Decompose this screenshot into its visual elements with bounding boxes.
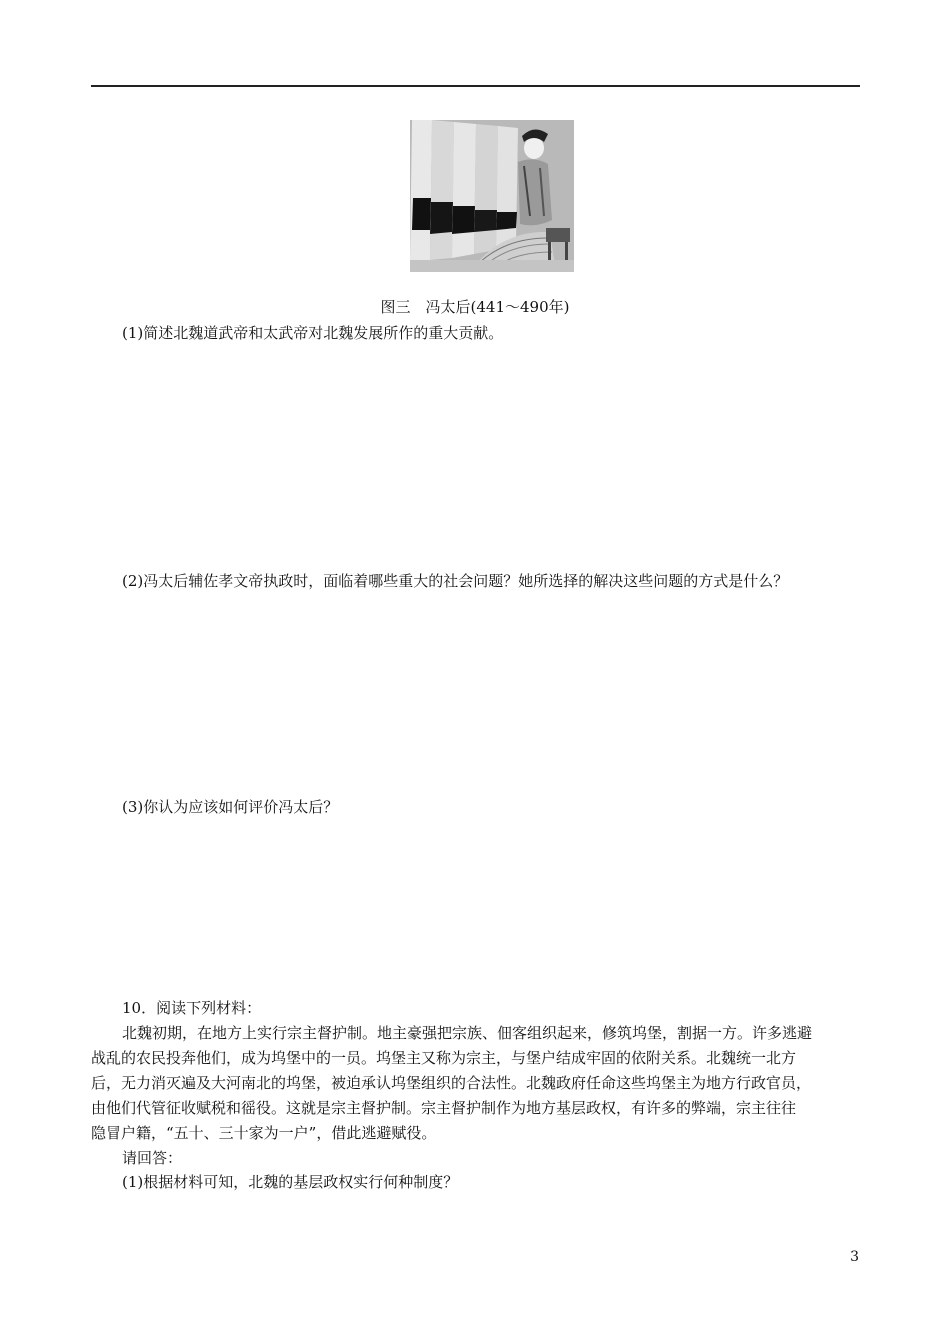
material-line-2: 战乱的农民投奔他们，成为坞堡中的一员。坞堡主又称为宗主，与堡户结成牢固的依附关系。北魏统一北方 [91, 1049, 797, 1067]
empress-feng-portrait-image [410, 120, 574, 272]
question-2: (2)冯太后辅佐孝文帝执政时，面临着哪些重大的社会问题？她所选择的解决这些问题的方式是什么？ [122, 572, 789, 590]
question-3: (3)你认为应该如何评价冯太后？ [122, 798, 339, 816]
figure-caption: 图三 冯太后(441～490年) [380, 298, 570, 316]
material-line-4: 由他们代管征收赋税和徭役。这就是宗主督护制。宗主督护制作为地方基层政权，有许多的弊端，宗主往往 [91, 1099, 797, 1117]
material-line-3: 后，无力消灭遍及大河南北的坞堡，被迫承认坞堡组织的合法性。北魏政府任命这些坞堡主为地方行政官员， [91, 1074, 812, 1092]
section-10-question-1: (1)根据材料可知，北魏的基层政权实行何种制度？ [122, 1173, 459, 1191]
material-line-1: 北魏初期，在地方上实行宗主督护制。地主豪强把宗族、佃客组织起来，修筑坞堡，割据一方。许多逃避 [122, 1024, 813, 1042]
question-1: (1)简述北魏道武帝和太武帝对北魏发展所作的重大贡献。 [122, 324, 504, 342]
page-number: 3 [850, 1249, 859, 1265]
section-10-heading: 10．阅读下列材料： [122, 999, 262, 1017]
answer-prompt: 请回答： [122, 1149, 183, 1167]
header-rule [91, 85, 860, 87]
material-line-5: 隐冒户籍，“五十、三十家为一户”，借此逃避赋役。 [91, 1124, 437, 1142]
